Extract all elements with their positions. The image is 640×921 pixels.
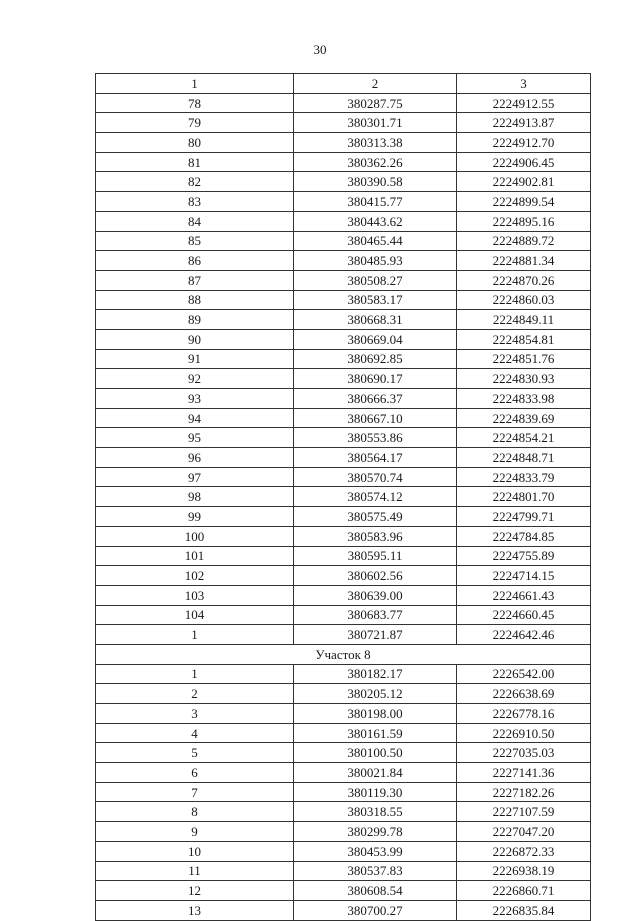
table-row [96, 841, 591, 861]
y-coordinate-cell: 2224860.03 [457, 290, 591, 310]
point-number-cell: 87 [96, 270, 294, 290]
x-coordinate-cell: 380390.58 [294, 172, 457, 192]
point-number-cell: 3 [96, 704, 294, 724]
point-number-cell: 88 [96, 290, 294, 310]
page-number: 30 [313, 42, 327, 57]
table-row [96, 231, 591, 251]
y-coordinate-cell: 2224881.34 [457, 251, 591, 271]
point-number-cell: 93 [96, 389, 294, 409]
y-coordinate-cell: 2224913.87 [457, 113, 591, 133]
y-coordinate-cell: 2227182.26 [457, 782, 591, 802]
x-coordinate-cell: 380299.78 [294, 822, 457, 842]
point-number-cell: 90 [96, 329, 294, 349]
table-row [96, 861, 591, 881]
y-coordinate-cell: 2224912.70 [457, 133, 591, 153]
x-coordinate-cell: 380667.10 [294, 408, 457, 428]
x-coordinate-cell: 380318.55 [294, 802, 457, 822]
x-coordinate-cell: 380574.12 [294, 487, 457, 507]
table-row [96, 822, 591, 842]
table-row [96, 211, 591, 231]
point-number-cell: 95 [96, 428, 294, 448]
x-coordinate-cell: 380182.17 [294, 664, 457, 684]
y-coordinate-cell: 2226638.69 [457, 684, 591, 704]
table-row [96, 152, 591, 172]
point-number-cell: 82 [96, 172, 294, 192]
table-row [96, 704, 591, 724]
point-number-cell: 6 [96, 763, 294, 783]
table-row [96, 526, 591, 546]
y-coordinate-cell: 2224830.93 [457, 369, 591, 389]
x-coordinate-cell: 380453.99 [294, 841, 457, 861]
y-coordinate-cell: 2224851.76 [457, 349, 591, 369]
y-coordinate-cell: 2226542.00 [457, 664, 591, 684]
point-number-cell: 92 [96, 369, 294, 389]
header-cell-1: 1 [96, 74, 294, 94]
point-number-cell: 104 [96, 605, 294, 625]
point-number-cell: 89 [96, 310, 294, 330]
point-number-cell: 102 [96, 566, 294, 586]
point-number-cell: 2 [96, 684, 294, 704]
x-coordinate-cell: 380570.74 [294, 467, 457, 487]
x-coordinate-cell: 380700.27 [294, 900, 457, 920]
table-row [96, 802, 591, 822]
point-number-cell: 5 [96, 743, 294, 763]
point-number-cell: 91 [96, 349, 294, 369]
x-coordinate-cell: 380721.87 [294, 625, 457, 645]
x-coordinate-cell: 380583.17 [294, 290, 457, 310]
table-row [96, 389, 591, 409]
y-coordinate-cell: 2224799.71 [457, 507, 591, 527]
point-number-cell: 94 [96, 408, 294, 428]
table-row [96, 113, 591, 133]
x-coordinate-cell: 380287.75 [294, 93, 457, 113]
point-number-cell: 86 [96, 251, 294, 271]
y-coordinate-cell: 2224833.98 [457, 389, 591, 409]
table-row [96, 270, 591, 290]
point-number-cell: 8 [96, 802, 294, 822]
y-coordinate-cell: 2224714.15 [457, 566, 591, 586]
x-coordinate-cell: 380690.17 [294, 369, 457, 389]
y-coordinate-cell: 2224870.26 [457, 270, 591, 290]
table-row [96, 369, 591, 389]
table-row [96, 605, 591, 625]
table-row [96, 487, 591, 507]
y-coordinate-cell: 2224902.81 [457, 172, 591, 192]
point-number-cell: 100 [96, 526, 294, 546]
x-coordinate-cell: 380301.71 [294, 113, 457, 133]
table-row [96, 782, 591, 802]
table-row [96, 881, 591, 901]
x-coordinate-cell: 380443.62 [294, 211, 457, 231]
y-coordinate-cell: 2227141.36 [457, 763, 591, 783]
x-coordinate-cell: 380362.26 [294, 152, 457, 172]
point-number-cell: 10 [96, 841, 294, 861]
point-number-cell: 1 [96, 664, 294, 684]
point-number-cell: 97 [96, 467, 294, 487]
point-number-cell: 83 [96, 192, 294, 212]
x-coordinate-cell: 380485.93 [294, 251, 457, 271]
x-coordinate-cell: 380100.50 [294, 743, 457, 763]
point-number-cell: 101 [96, 546, 294, 566]
table-row [96, 625, 591, 645]
point-number-cell: 103 [96, 585, 294, 605]
y-coordinate-cell: 2226872.33 [457, 841, 591, 861]
x-coordinate-cell: 380639.00 [294, 585, 457, 605]
y-coordinate-cell: 2226938.19 [457, 861, 591, 881]
y-coordinate-cell: 2224906.45 [457, 152, 591, 172]
point-number-cell: 1 [96, 625, 294, 645]
y-coordinate-cell: 2224833.79 [457, 467, 591, 487]
table-row [96, 192, 591, 212]
x-coordinate-cell: 380668.31 [294, 310, 457, 330]
table-row [96, 566, 591, 586]
y-coordinate-cell: 2226835.84 [457, 900, 591, 920]
x-coordinate-cell: 380021.84 [294, 763, 457, 783]
point-number-cell: 13 [96, 900, 294, 920]
x-coordinate-cell: 380313.38 [294, 133, 457, 153]
x-coordinate-cell: 380415.77 [294, 192, 457, 212]
y-coordinate-cell: 2224660.45 [457, 605, 591, 625]
y-coordinate-cell: 2224839.69 [457, 408, 591, 428]
point-number-cell: 80 [96, 133, 294, 153]
coordinates-table [95, 73, 591, 921]
x-coordinate-cell: 380508.27 [294, 270, 457, 290]
y-coordinate-cell: 2226910.50 [457, 723, 591, 743]
y-coordinate-cell: 2224854.81 [457, 329, 591, 349]
table-row [96, 723, 591, 743]
section-row [96, 644, 591, 664]
table-row [96, 664, 591, 684]
x-coordinate-cell: 380602.56 [294, 566, 457, 586]
point-number-cell: 81 [96, 152, 294, 172]
x-coordinate-cell: 380119.30 [294, 782, 457, 802]
x-coordinate-cell: 380692.85 [294, 349, 457, 369]
table-row [96, 763, 591, 783]
x-coordinate-cell: 380683.77 [294, 605, 457, 625]
y-coordinate-cell: 2224801.70 [457, 487, 591, 507]
point-number-cell: 11 [96, 861, 294, 881]
header-row [96, 74, 591, 94]
y-coordinate-cell: 2226778.16 [457, 704, 591, 724]
x-coordinate-cell: 380575.49 [294, 507, 457, 527]
table-row [96, 172, 591, 192]
y-coordinate-cell: 2224661.43 [457, 585, 591, 605]
y-coordinate-cell: 2224899.54 [457, 192, 591, 212]
y-coordinate-cell: 2224755.89 [457, 546, 591, 566]
y-coordinate-cell: 2224848.71 [457, 448, 591, 468]
x-coordinate-cell: 380205.12 [294, 684, 457, 704]
x-coordinate-cell: 380666.37 [294, 389, 457, 409]
table-row [96, 310, 591, 330]
table-row [96, 290, 591, 310]
x-coordinate-cell: 380595.11 [294, 546, 457, 566]
y-coordinate-cell: 2224912.55 [457, 93, 591, 113]
table-row [96, 251, 591, 271]
table-row [96, 900, 591, 920]
y-coordinate-cell: 2227035.03 [457, 743, 591, 763]
x-coordinate-cell: 380161.59 [294, 723, 457, 743]
table-row [96, 467, 591, 487]
table-row [96, 448, 591, 468]
table-row [96, 93, 591, 113]
x-coordinate-cell: 380537.83 [294, 861, 457, 881]
y-coordinate-cell: 2224854.21 [457, 428, 591, 448]
table-row [96, 743, 591, 763]
y-coordinate-cell: 2224642.46 [457, 625, 591, 645]
y-coordinate-cell: 2226860.71 [457, 881, 591, 901]
table-row [96, 428, 591, 448]
x-coordinate-cell: 380465.44 [294, 231, 457, 251]
point-number-cell: 96 [96, 448, 294, 468]
point-number-cell: 9 [96, 822, 294, 842]
point-number-cell: 98 [96, 487, 294, 507]
table-row [96, 349, 591, 369]
point-number-cell: 78 [96, 93, 294, 113]
y-coordinate-cell: 2224889.72 [457, 231, 591, 251]
point-number-cell: 4 [96, 723, 294, 743]
point-number-cell: 99 [96, 507, 294, 527]
y-coordinate-cell: 2224849.11 [457, 310, 591, 330]
point-number-cell: 85 [96, 231, 294, 251]
y-coordinate-cell: 2224784.85 [457, 526, 591, 546]
y-coordinate-cell: 2224895.16 [457, 211, 591, 231]
point-number-cell: 79 [96, 113, 294, 133]
x-coordinate-cell: 380553.86 [294, 428, 457, 448]
table-row [96, 585, 591, 605]
section-title: Участок 8 [96, 644, 591, 664]
header-cell-2: 2 [294, 74, 457, 94]
table-row [96, 507, 591, 527]
table-row [96, 408, 591, 428]
header-cell-3: 3 [457, 74, 591, 94]
point-number-cell: 84 [96, 211, 294, 231]
point-number-cell: 7 [96, 782, 294, 802]
x-coordinate-cell: 380198.00 [294, 704, 457, 724]
x-coordinate-cell: 380608.54 [294, 881, 457, 901]
point-number-cell: 12 [96, 881, 294, 901]
table-row [96, 329, 591, 349]
table-row [96, 546, 591, 566]
y-coordinate-cell: 2227047.20 [457, 822, 591, 842]
x-coordinate-cell: 380669.04 [294, 329, 457, 349]
table-row [96, 684, 591, 704]
x-coordinate-cell: 380564.17 [294, 448, 457, 468]
x-coordinate-cell: 380583.96 [294, 526, 457, 546]
y-coordinate-cell: 2227107.59 [457, 802, 591, 822]
coordinates-table-body [96, 74, 591, 921]
table-row [96, 133, 591, 153]
